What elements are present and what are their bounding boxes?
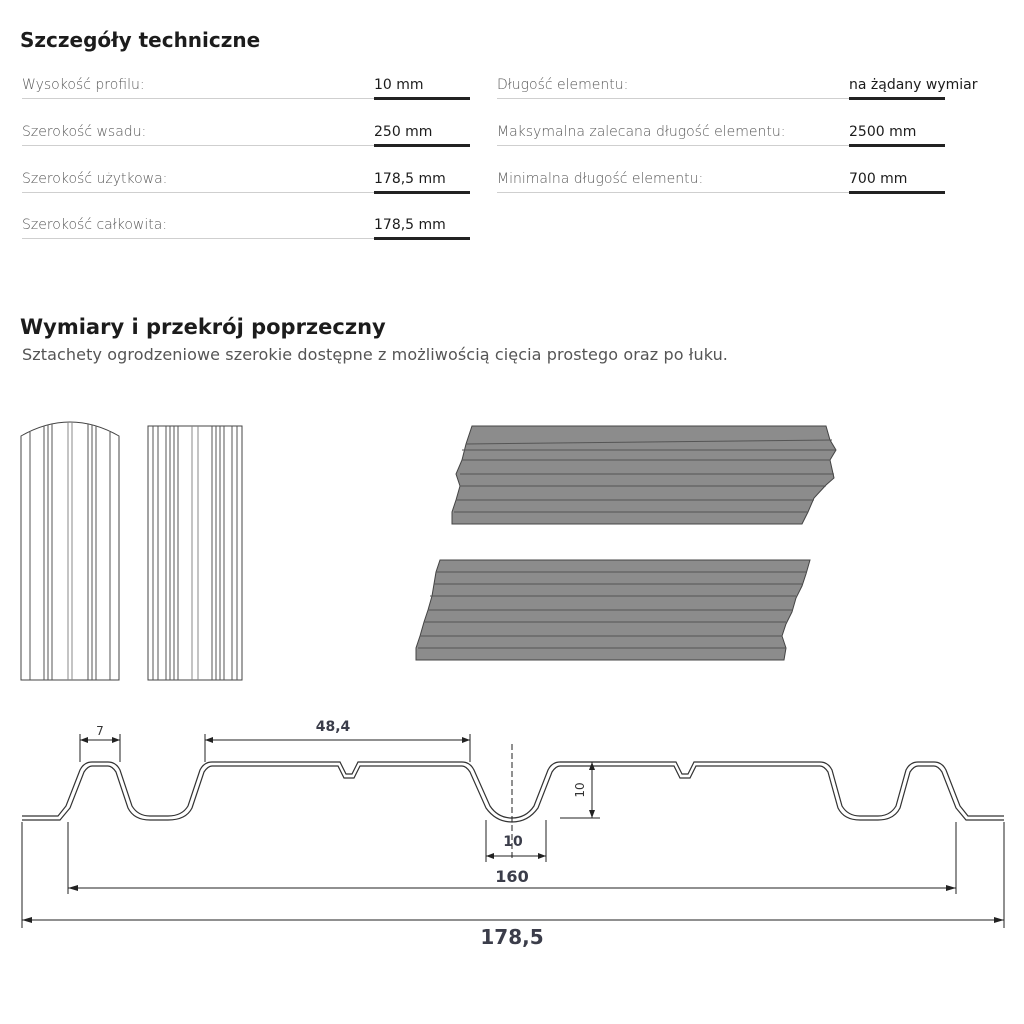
dim-label-total: 178,5 (480, 925, 544, 949)
spec-label: Szerokość wsadu: (22, 124, 147, 140)
spec-label: Szerokość całkowita: (22, 217, 168, 233)
straight-picket-drawing (148, 426, 242, 680)
spec-value: 178,5 mm (374, 217, 446, 233)
spec-label: Wysokość profilu: (22, 77, 145, 93)
cross-section-profile (22, 762, 1004, 822)
spec-value: 10 mm (374, 77, 424, 93)
dim-label-groove: 10 (503, 834, 523, 850)
spec-label: Długość elementu: (497, 77, 629, 93)
arched-picket-drawing (21, 422, 119, 680)
spec-label: Szerokość użytkowa: (22, 171, 168, 187)
dim-label-flat-top: 48,4 (315, 719, 351, 735)
dim-label-useful: 160 (495, 867, 529, 886)
dimensions-title: Wymiary i przekrój poprzeczny (20, 315, 386, 339)
dim-label-rib-top: 7 (96, 724, 104, 738)
dimension-lines (22, 734, 1004, 928)
spec-label: Maksymalna zalecana długość elementu: (497, 124, 786, 140)
dimension-arrows (22, 737, 1004, 923)
technical-details-title: Szczegóły techniczne (20, 28, 261, 52)
dim-label-height: 10 (573, 782, 587, 798)
spec-value: 250 mm (374, 124, 433, 140)
profile-render-top (452, 426, 836, 524)
spec-label: Minimalna długość elementu: (497, 171, 704, 187)
dimensions-subtitle: Sztachety ogrodzeniowe szerokie dostępne z możliwością cięcia prostego oraz po łuku. (22, 345, 728, 364)
spec-value: 178,5 mm (374, 171, 446, 187)
spec-value: na żądany wymiar (849, 77, 978, 93)
spec-value: 700 mm (849, 171, 908, 187)
profile-render-bottom (416, 560, 810, 660)
spec-value: 2500 mm (849, 124, 917, 140)
